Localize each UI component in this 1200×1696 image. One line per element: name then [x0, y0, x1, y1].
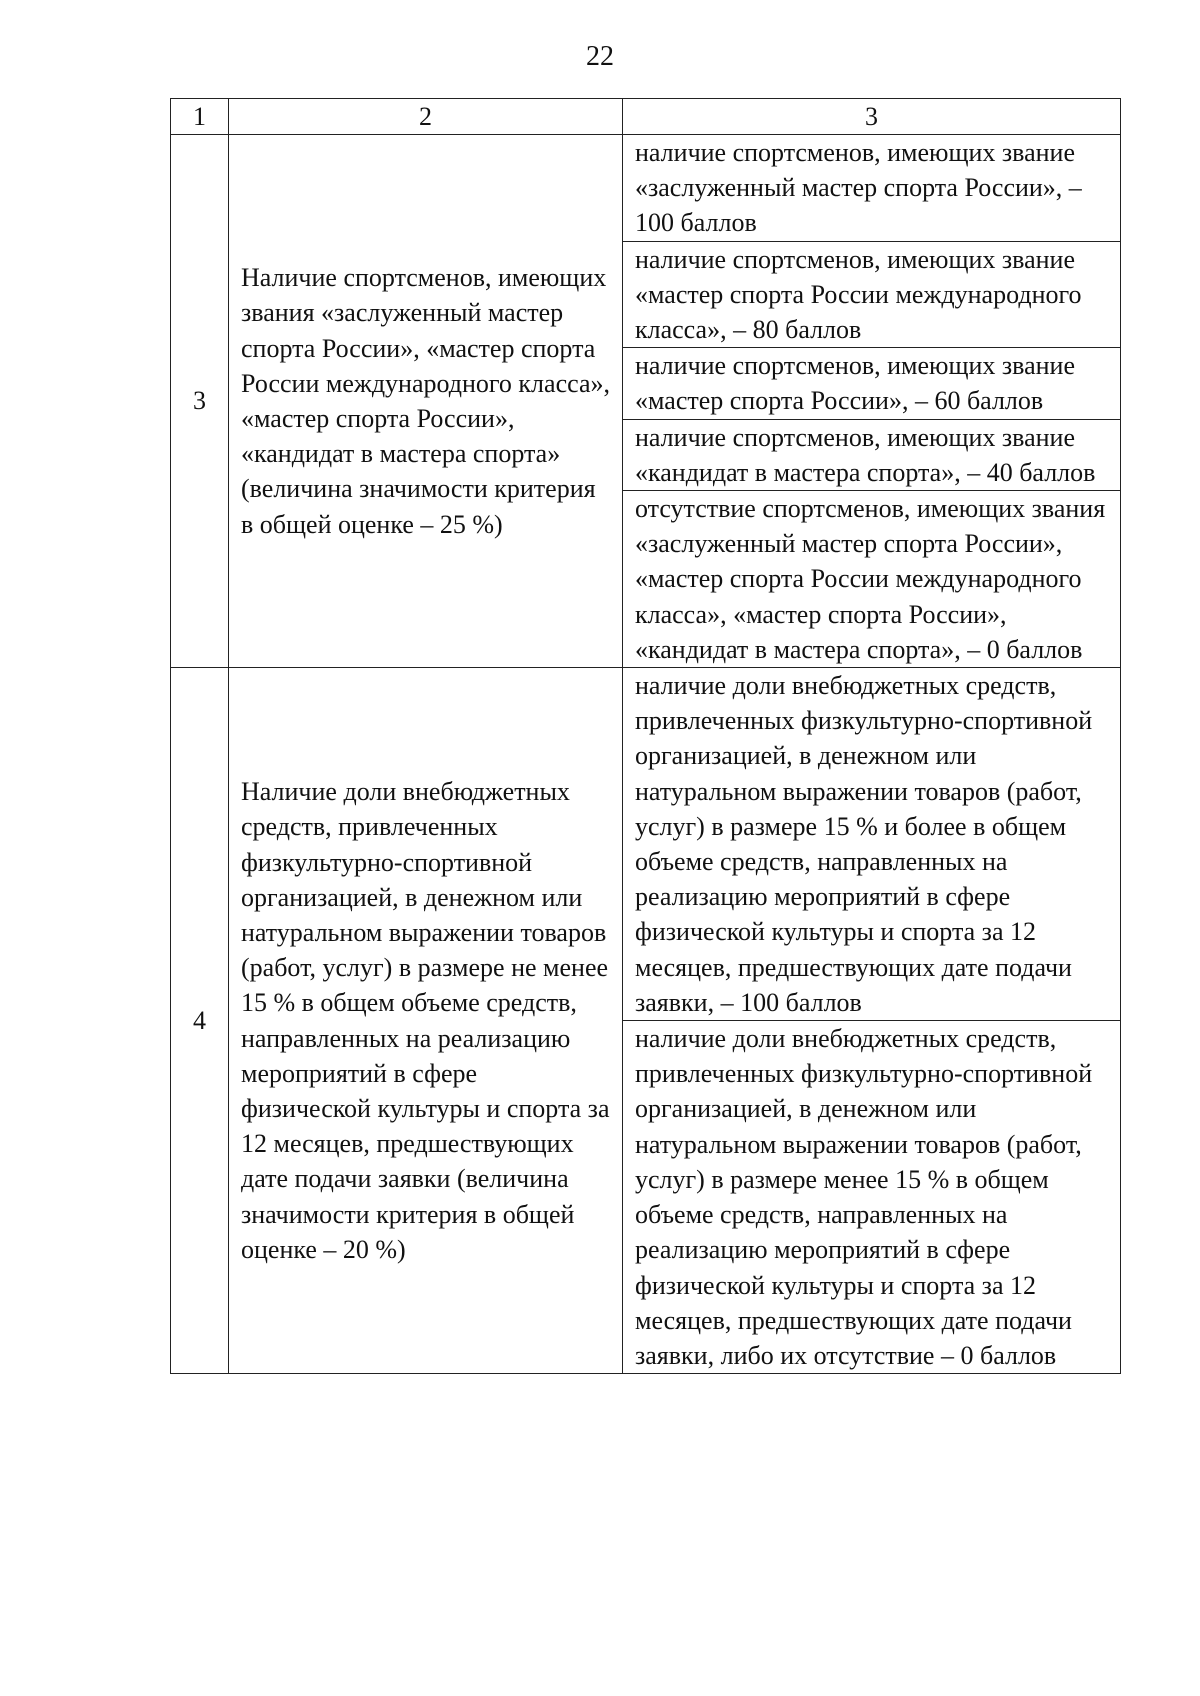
criterion-cell — [229, 668, 623, 1374]
score-item — [623, 242, 1120, 349]
table-row — [171, 135, 1121, 668]
score-item — [623, 135, 1120, 242]
criterion-cell — [229, 135, 623, 668]
criterion-text: Наличие спортсменов, имеющих звания «заслуженный мастер спорта России», «мастер спорта России международного класса», «мастер спорта России», «кандидат в мастера спорта» (величина значимости критерия в общей оценке – 25 %) — [241, 263, 611, 539]
score-text: наличие спортсменов, имеющих звание «заслуженный мастер спорта России», – 100 баллов — [635, 138, 1082, 238]
score-text: наличие спортсменов, имеющих звание «кандидат в мастера спорта», – 40 баллов — [635, 422, 1096, 487]
header-cell-2: 2 — [229, 99, 623, 135]
table-row — [171, 668, 1121, 1374]
score-text: наличие доли внебюджетных средств, привлеченных физкультурно-спортивной организацией, в денежном или натуральном выражении товаров (работ, услуг) в размере менее 15 % в общем объеме средств, направленных на реализацию мероприятий в сфере физической культуры и спорта за 12 месяцев, предшествующих дате подачи заявки, либо их отсутствие – 0 баллов — [635, 1024, 1093, 1370]
score-text: наличие доли внебюджетных средств, привлеченных физкультурно-спортивной организацией, в денежном или натуральном выражении товаров (работ, услуг) в размере 15 % и более в общем объеме средств, направленных на реализацию мероприятий в сфере физической культуры и спорта за 12 месяцев, предшествующих дате подачи заявки, – 100 баллов — [635, 671, 1093, 1017]
score-item — [623, 668, 1120, 1021]
table-header-row — [171, 99, 1121, 135]
score-cell — [623, 668, 1121, 1374]
score-text: наличие спортсменов, имеющих звание «мастер спорта России», – 60 баллов — [635, 351, 1075, 416]
row-number: 4 — [171, 668, 229, 1374]
score-cell — [623, 135, 1121, 668]
row-number: 3 — [171, 135, 229, 668]
score-text: отсутствие спортсменов, имеющих звания «заслуженный мастер спорта России», «мастер спорта России международного класса», «мастер спорта России», «кандидат в мастера спорта», – 0 баллов — [635, 494, 1106, 664]
header-cell-3: 3 — [623, 99, 1121, 135]
page-number: 22 — [586, 41, 614, 72]
score-item — [623, 1021, 1120, 1373]
criteria-table — [170, 98, 1121, 1374]
header-cell-1: 1 — [171, 99, 229, 135]
score-text: наличие спортсменов, имеющих звание «мастер спорта России международного класса», – 80 баллов — [635, 244, 1082, 345]
score-item — [623, 491, 1120, 667]
score-item — [623, 348, 1120, 419]
criterion-text: Наличие доли внебюджетных средств, привлеченных физкультурно-спортивной организацией, в денежном или натуральном выражении товаров (работ, услуг) в размере не менее 15 % в общем объеме средств, направленных на реализацию мероприятий в сфере физической культуры и спорта за 12 месяцев, предшествующих дате подачи заявки (величина значимости критерия в общей оценке – 20 %) — [241, 777, 610, 1264]
score-item — [623, 420, 1120, 491]
